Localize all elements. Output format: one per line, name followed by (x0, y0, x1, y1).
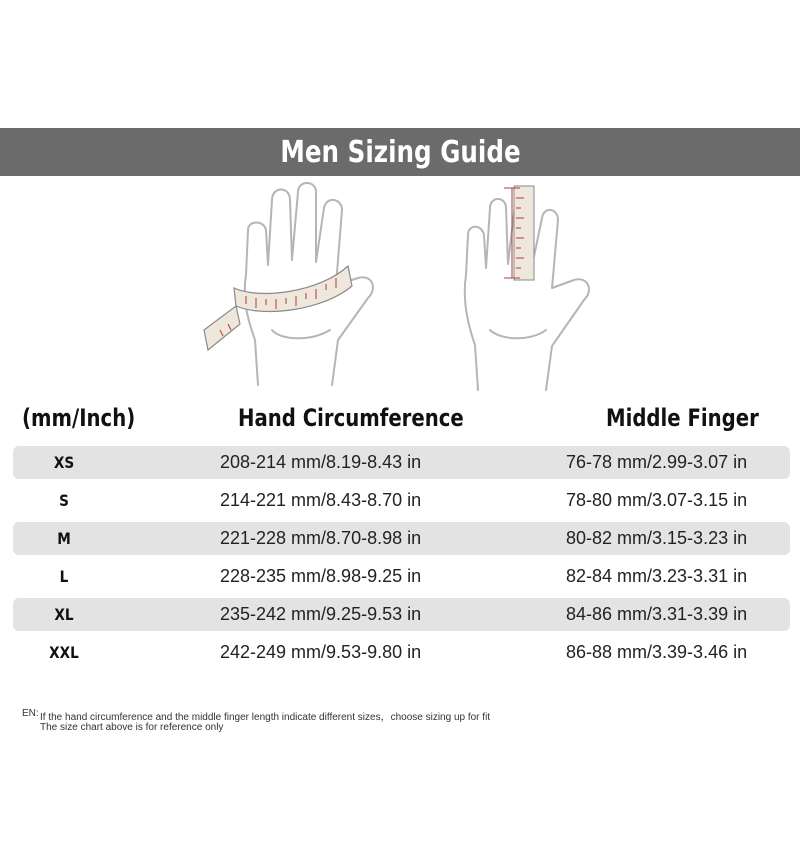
note-line-2: The size chart above is for reference only (40, 722, 224, 733)
hand-circumference-cell: 208-214 mm/8.19-8.43 in (220, 452, 422, 472)
table-row (13, 522, 790, 555)
hand-circumference-header: Hand Circumference (238, 404, 464, 432)
size-cell: XS (53, 453, 75, 472)
middle-finger-cell: 86-88 mm/3.39-3.46 in (566, 642, 748, 662)
size-cell: S (59, 491, 69, 510)
left-hand-icon (245, 183, 373, 385)
size-cell: M (57, 529, 71, 548)
table-row (13, 560, 790, 593)
middle-finger-cell: 84-86 mm/3.31-3.39 in (566, 604, 748, 624)
note-prefix: EN: (22, 708, 39, 719)
table-row (13, 636, 790, 669)
title-banner (0, 128, 800, 176)
size-cell: XL (54, 605, 74, 624)
hand-circumference-cell: 221-228 mm/8.70-8.98 in (220, 528, 422, 548)
middle-finger-cell: 80-82 mm/3.15-3.23 in (566, 528, 748, 548)
note-line-1: If the hand circumference and the middle finger length indicate different sizes，choose sizing up for fit (40, 712, 491, 723)
middle-finger-header: Middle Finger (606, 404, 759, 432)
hand-circumference-cell: 214-221 mm/8.43-8.70 in (220, 490, 422, 510)
size-cell: L (59, 567, 69, 586)
size-cell: XXL (49, 643, 79, 662)
middle-finger-cell: 76-78 mm/2.99-3.07 in (566, 452, 748, 472)
hand-circumference-cell: 235-242 mm/9.25-9.53 in (220, 604, 422, 624)
hand-circumference-cell: 242-249 mm/9.53-9.80 in (220, 642, 422, 662)
hand-circumference-cell: 228-235 mm/8.98-9.25 in (220, 566, 422, 586)
table-row (13, 598, 790, 631)
middle-finger-cell: 82-84 mm/3.23-3.31 in (566, 566, 748, 586)
table-row (13, 484, 790, 517)
middle-finger-cell: 78-80 mm/3.07-3.15 in (566, 490, 748, 510)
hand-measurement-illustration (180, 180, 620, 395)
page-title: Men Sizing Guide (279, 134, 521, 170)
table-row (13, 446, 790, 479)
unit-header: (mm/Inch) (22, 404, 136, 432)
